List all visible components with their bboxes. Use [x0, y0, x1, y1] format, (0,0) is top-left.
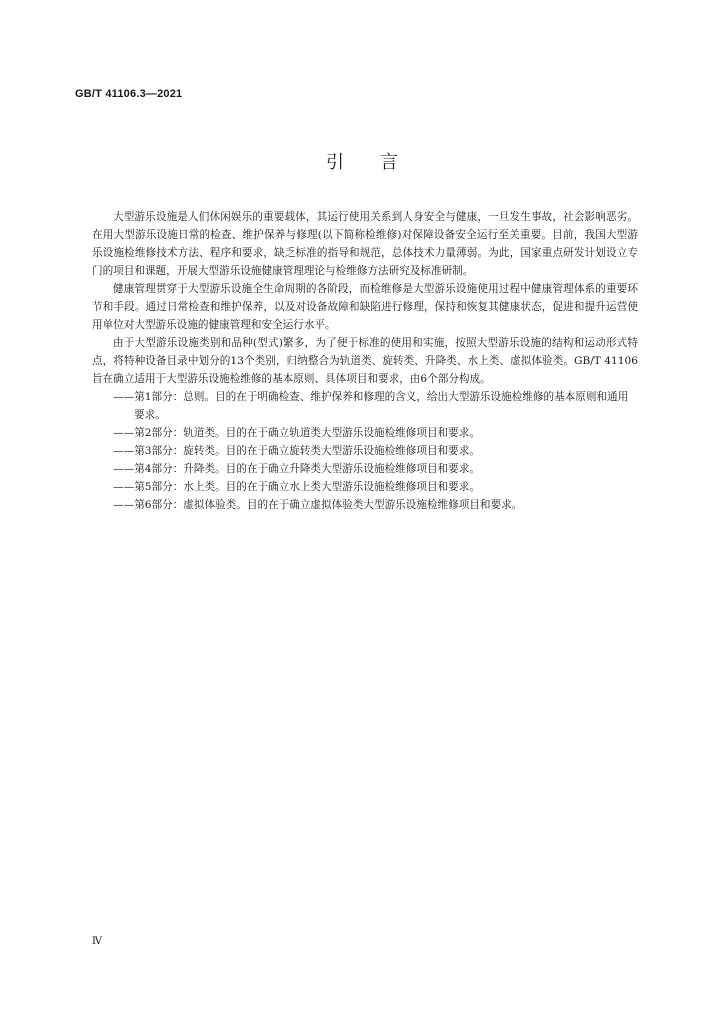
part-list-item: ——第4部分：升降类。目的在于确立升降类大型游乐设施检维修项目和要求。	[113, 463, 480, 475]
standard-number: GB/T 41106.3—2021	[75, 88, 183, 100]
part-list-item: ——第3部分：旋转类。目的在于确立旋转类大型游乐设施检维修项目和要求。	[113, 445, 480, 457]
part-list-item: ——第5部分：水上类。目的在于确立水上类大型游乐设施检维修项目和要求。	[113, 481, 480, 493]
body-paragraph: 健康管理贯穿于大型游乐设施全生命周期的各阶段，而检维修是大型游乐设施使用过程中健康管理体系的重要环节和手段。通过日常检查和维护保养，以及对设备故障和缺陷进行修理，保持和恢复其健康状态，促进和提升运营使用单位对大型游乐设施的健康管理和安全运行水平。	[92, 283, 638, 331]
part-list-item: ——第2部分：轨道类。目的在于确立轨道类大型游乐设施检维修项目和要求。	[113, 427, 480, 439]
body-paragraph: 由于大型游乐设施类别和品种(型式)繁多，为了便于标准的使用和实施，按照大型游乐设施的结构和运动形式特点，将特种设备目录中划分的13个类别，归纳整合为轨道类、旋转类、升降类、水上类、虚拟体验类。GB/T 41106旨在确立适用于大型游乐设施检维修的基本原则、具体项目和要求，由6个部分构成。	[92, 337, 638, 385]
part-list-item: ——第6部分：虚拟体验类。目的在于确立虚拟体验类大型游乐设施检维修项目和要求。	[113, 499, 523, 511]
page-number: Ⅳ	[92, 936, 102, 947]
document-body	[92, 208, 638, 514]
part-list-item: ——第1部分：总则。目的在于明确检查、维护保养和修理的含义，给出大型游乐设施检维修的基本原则和通用要求。	[113, 391, 629, 421]
page-title: 引言	[326, 152, 434, 173]
body-paragraph: 大型游乐设施是人们休闲娱乐的重要载体，其运行使用关系到人身安全与健康，一旦发生事故，社会影响恶劣。在用大型游乐设施日常的检查、维护保养与修理(以下简称检维修)对保障设备安全运行至关重要。目前，我国大型游乐设施检维修技术方法、程序和要求，缺乏标准的指导和规范，总体技术力量薄弱。为此，国家重点研发计划设立专门的项目和课题，开展大型游乐设施健康管理理论与检维修方法研究及标准研制。	[92, 211, 638, 277]
